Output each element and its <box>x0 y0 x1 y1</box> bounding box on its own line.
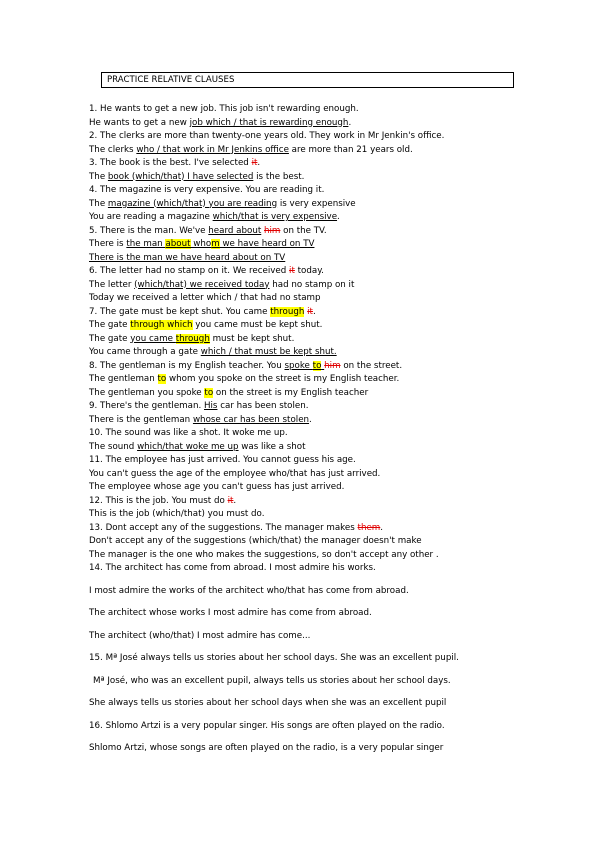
exercise-line <box>89 198 589 212</box>
highlighted-text: about <box>165 239 191 249</box>
struck-word: it <box>289 266 295 276</box>
line-text: is the best. <box>253 171 305 182</box>
line-text: The sound <box>89 441 138 452</box>
line-text: 13. Dont accept any of the suggestions. The manager makes <box>89 522 358 533</box>
underlined-text: spoke <box>284 360 313 371</box>
line-text: car has been stolen. <box>217 401 309 411</box>
exercise-line <box>89 427 589 441</box>
highlighted-text: through <box>270 306 305 317</box>
underlined-text: who <box>190 239 212 249</box>
underlined-text: which / that must be kept shut. <box>200 347 337 357</box>
line-text: The gentleman you spoke <box>89 387 205 398</box>
line-text: The gate <box>89 333 131 344</box>
line-text: today. <box>294 266 324 276</box>
highlighted-text: through which <box>130 320 193 330</box>
line-text: 15. Mª José always tells us stories about her school days. She was an excellent pupil. <box>89 653 459 663</box>
line-text: The architect (who/that) I most admire has come... <box>89 630 311 641</box>
exercise-line <box>89 441 589 455</box>
underlined-text: There is the man we have heard about on TV <box>89 252 286 263</box>
line-text: 7. The gate must be kept shut. You came <box>89 306 271 317</box>
underlined-text: (which/that) we received today <box>134 279 270 290</box>
line-text: The letter <box>89 279 135 290</box>
exercise-line <box>89 562 589 576</box>
line-text: on the street is my English teacher <box>213 387 369 398</box>
line-text: . <box>312 306 316 317</box>
line-text: . <box>337 212 340 222</box>
exercise-line <box>89 252 589 266</box>
struck-word: them <box>357 522 381 533</box>
exercise-line <box>89 130 589 144</box>
exercise-line <box>89 346 589 360</box>
underlined-text: book (which/that) I have selected <box>107 171 254 182</box>
highlighted-text: m <box>211 239 220 249</box>
line-text: 14. The architect has come from abroad. I most admire his works. <box>89 563 376 573</box>
exercise-line <box>89 481 589 495</box>
exercise-line <box>89 171 589 185</box>
underlined-text: heard about <box>208 225 262 236</box>
line-text: is very expensive <box>277 198 356 209</box>
line-text: The <box>89 171 108 182</box>
line-text: 10. The sound was like a shot. It woke me up. <box>89 428 288 438</box>
underlined-text: His <box>203 401 218 411</box>
highlighted-text: to <box>157 374 167 384</box>
line-text: . <box>348 117 352 128</box>
line-text: must be kept shut. <box>209 333 295 344</box>
exercise-line <box>89 720 589 734</box>
line-text: He wants to get a new <box>89 117 190 128</box>
struck-word: him <box>264 225 281 236</box>
struck-word: it <box>251 158 258 168</box>
line-text: The architect whose works I most admire has come from abroad. <box>89 608 372 618</box>
line-text: . <box>233 495 237 506</box>
underlined-text: you came <box>130 333 176 344</box>
line-text: The clerks <box>89 144 137 155</box>
underlined-text: the man <box>126 239 166 249</box>
line-text: You can't guess the age of the employee who/that has just arrived. <box>89 468 381 479</box>
line-text: had no stamp on it <box>269 279 355 290</box>
exercise-line <box>89 522 589 536</box>
line-text: Shlomo Artzi, whose songs are often played on the radio, is a very popular singer <box>89 743 444 753</box>
underlined-text: which/that is very expensive <box>212 212 338 222</box>
line-text: Mª José, who was an excellent pupil, always tells us stories about her school days. <box>93 675 451 686</box>
underlined-text: magazine (which/that) you are reading <box>107 198 278 209</box>
exercise-line <box>89 360 589 374</box>
exercise-line <box>89 319 589 333</box>
exercise-lines <box>89 103 589 756</box>
exercise-line <box>89 238 589 252</box>
line-text: She always tells us stories about her school days when she was an excellent pupil <box>89 698 447 708</box>
exercise-line <box>89 265 589 279</box>
exercise-line <box>89 675 589 689</box>
exercise-line <box>89 387 589 401</box>
line-text: 6. The letter had no stamp on it. We received <box>89 266 290 276</box>
line-text: was like a shot <box>238 441 306 452</box>
line-text: This is the job (which/that) you must do. <box>89 509 265 519</box>
line-text: you came must be kept shut. <box>192 320 323 330</box>
line-text: . <box>257 158 261 168</box>
line-text: 1. He wants to get a new job. This job isn't rewarding enough. <box>89 104 359 114</box>
struck-word: it <box>307 306 313 317</box>
exercise-line <box>89 652 589 666</box>
line-text: The manager is the one who makes the suggestions, so don't accept any other . <box>89 549 439 560</box>
exercise-line <box>89 373 589 387</box>
exercise-line <box>89 103 589 117</box>
exercise-line <box>89 454 589 468</box>
exercise-line <box>89 495 589 509</box>
line-text: 11. The employee has just arrived. You cannot guess his age. <box>89 455 356 465</box>
line-text: Don't accept any of the suggestions (which/that) the manager doesn't make <box>89 536 422 546</box>
line-text: You are reading a magazine <box>89 212 213 222</box>
line-text: There is <box>89 239 127 249</box>
line-text: are more than 21 years old. <box>288 144 413 155</box>
exercise-line <box>89 508 589 522</box>
exercise-line <box>89 157 589 171</box>
exercise-line <box>89 211 589 225</box>
struck-word: him <box>324 360 341 371</box>
highlighted-text: to <box>204 387 214 398</box>
line-text: on the street. <box>340 360 403 371</box>
line-text: 3. The book is the best. I've selected <box>89 158 252 168</box>
exercise-line <box>89 333 589 347</box>
underlined-text: job which / that is rewarding enough <box>189 117 349 128</box>
underlined-text: we have heard on TV <box>219 239 315 249</box>
line-text: 2. The clerks are more than twenty-one years old. They work in Mr Jenkin's office. <box>89 131 445 141</box>
line-text: whom you spoke on the street is my English teacher. <box>166 374 400 384</box>
struck-word: it <box>227 495 234 506</box>
exercise-line <box>89 400 589 414</box>
exercise-line <box>89 306 589 320</box>
highlighted-text: to <box>312 360 322 371</box>
exercise-line <box>89 630 589 644</box>
underlined-text: who / that work in Mr Jenkins office <box>136 144 289 155</box>
exercise-line <box>89 468 589 482</box>
line-text: 16. Shlomo Artzi is a very popular singer. His songs are often played on the radio. <box>89 720 445 731</box>
exercise-line <box>89 279 589 293</box>
exercise-line <box>89 292 589 306</box>
line-text: I most admire the works of the architect who/that has come from abroad. <box>89 585 409 596</box>
line-text: There is the gentleman <box>89 414 193 425</box>
line-text: . <box>380 522 384 533</box>
line-text: Today we received a letter which / that had no stamp <box>89 293 321 303</box>
exercise-line <box>89 607 589 621</box>
exercise-line <box>89 225 589 239</box>
exercise-line <box>89 535 589 549</box>
exercise-line <box>89 742 589 756</box>
line-text: . <box>309 414 312 425</box>
line-text: 12. This is the job. You must do <box>89 495 228 506</box>
worksheet-title: PRACTICE RELATIVE CLAUSES <box>101 72 514 88</box>
exercise-line <box>89 585 589 599</box>
line-text: The gentleman <box>89 374 158 384</box>
exercise-line <box>89 117 589 131</box>
line-text: The gate <box>89 320 131 330</box>
line-text: 8. The gentleman is my English teacher. You <box>89 360 285 371</box>
exercise-line <box>89 697 589 711</box>
exercise-line <box>89 184 589 198</box>
line-text: 4. The magazine is very expensive. You are reading it. <box>89 185 325 195</box>
line-text: on the TV. <box>280 225 327 236</box>
exercise-line <box>89 414 589 428</box>
underlined-text: which/that woke me up <box>137 441 239 452</box>
highlighted-text: through <box>175 333 210 344</box>
line-text: The <box>89 198 108 209</box>
line-text: The employee whose age you can't guess has just arrived. <box>89 482 345 492</box>
underlined-text: whose car has been stolen <box>192 414 310 425</box>
exercise-line <box>89 144 589 158</box>
line-text: 9. There's the gentleman. <box>89 401 204 411</box>
exercise-line <box>89 549 589 563</box>
line-text: 5. There is the man. We've <box>89 225 209 236</box>
line-text: You came through a gate <box>89 347 201 357</box>
